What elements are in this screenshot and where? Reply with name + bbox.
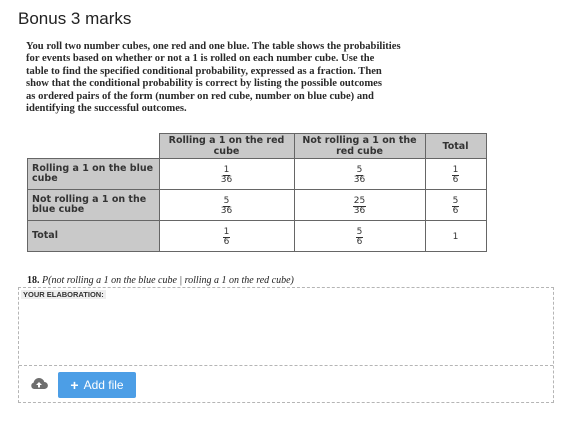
total-value: 1 <box>452 231 459 242</box>
row-header: Rolling a 1 on the blue cube <box>28 159 160 190</box>
table-row <box>28 221 487 252</box>
elaboration-area[interactable] <box>18 287 554 403</box>
question-text: P(not rolling a 1 on the blue cube | rolling a 1 on the red cube) <box>42 275 294 286</box>
question-number: 18. <box>27 275 40 286</box>
fraction-denominator: 6 <box>452 174 459 185</box>
row-header: Total <box>28 221 160 252</box>
table-cell <box>159 159 294 190</box>
page-title: Bonus 3 marks <box>18 9 132 28</box>
fraction-denominator: 36 <box>353 174 366 185</box>
fraction-denominator: 36 <box>220 205 233 216</box>
fraction-denominator: 6 <box>356 236 363 247</box>
table-cell <box>159 221 294 252</box>
plus-icon: + <box>70 377 79 393</box>
fraction-numerator: 5 <box>356 164 363 175</box>
fraction-denominator: 6 <box>452 205 459 216</box>
fraction-numerator: 25 <box>353 195 366 206</box>
fraction-numerator: 5 <box>452 195 459 206</box>
table-row <box>28 190 487 221</box>
fraction-numerator: 1 <box>223 164 230 175</box>
elaboration-label: YOUR ELABORATION: <box>23 290 104 299</box>
fraction-denominator: 36 <box>353 205 366 216</box>
table-cell <box>294 190 425 221</box>
fraction-denominator: 36 <box>220 174 233 185</box>
question <box>27 275 294 286</box>
add-file-label: Add file <box>83 378 124 392</box>
table-cell <box>294 221 425 252</box>
table-row <box>28 159 487 190</box>
table-header: Rolling a 1 on the red cube <box>159 134 294 159</box>
cloud-upload-icon[interactable] <box>29 375 49 391</box>
fraction-numerator: 1 <box>452 164 459 175</box>
table-header: Total <box>425 134 486 159</box>
table-cell <box>294 159 425 190</box>
fraction-numerator: 5 <box>356 226 363 237</box>
problem-statement: You roll two number cubes, one red and one blue. The table shows the probabilities for events based on whether or not a 1 is rolled on each number cube. Use the table to find the specified conditional probability, expressed as a fraction. Then show that the conditional probability is correct by listing the possible outcomes as ordered pairs of the form (number on red cube, number on blue cube) and identifying the successful outcomes. <box>26 41 401 115</box>
probability-table <box>27 133 487 252</box>
fraction-denominator: 6 <box>223 236 230 247</box>
table-cell <box>425 221 486 252</box>
table-cell <box>425 190 486 221</box>
table-cell <box>425 159 486 190</box>
add-file-button[interactable] <box>58 372 136 398</box>
fraction-numerator: 1 <box>223 226 230 237</box>
table-header: Not rolling a 1 on the red cube <box>294 134 425 159</box>
table-cell <box>159 190 294 221</box>
table-corner <box>28 134 160 159</box>
fraction-numerator: 5 <box>223 195 230 206</box>
table-header-row <box>28 134 487 159</box>
divider <box>19 365 553 366</box>
row-header: Not rolling a 1 on the blue cube <box>28 190 160 221</box>
